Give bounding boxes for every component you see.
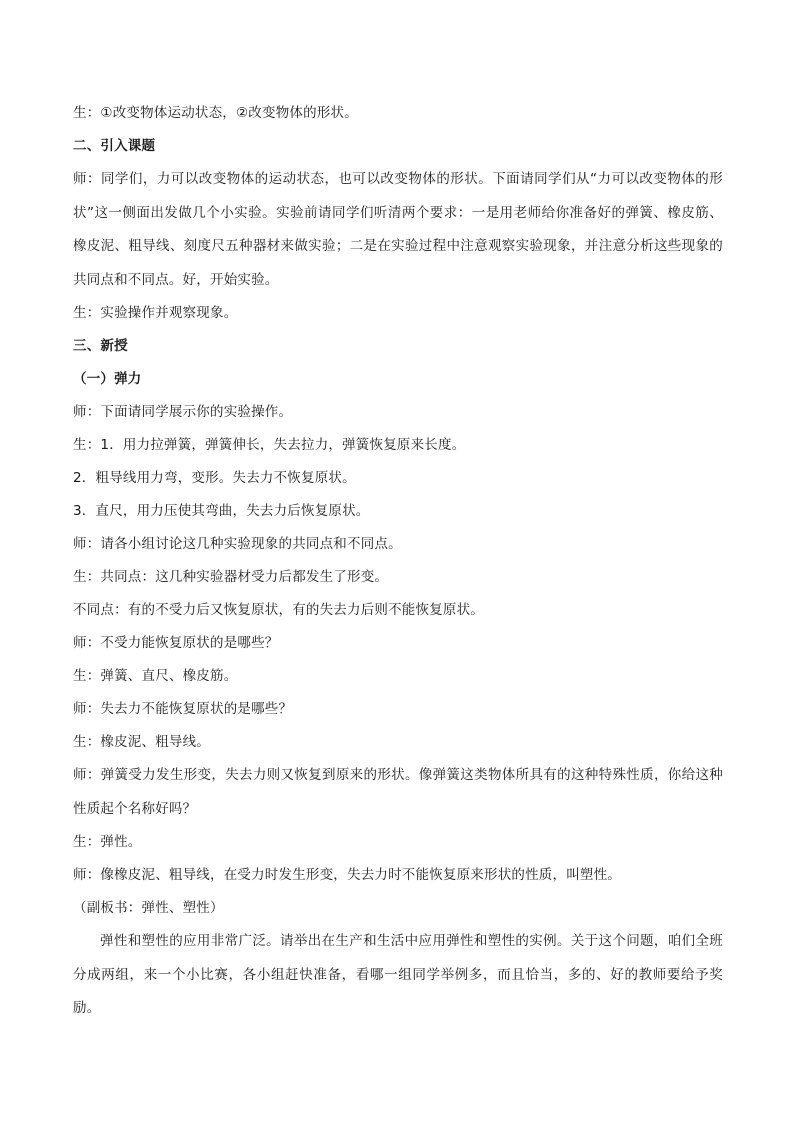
application-paragraph: 弹性和塑性的应用非常广泛。请举出在生产和生活中应用弹性和塑性的实例。关于这个问题，咱们全班分成两组，来一个小比赛，各小组赶快准备，看哪一组同学举例多，而且恰当，多的、好的教师要给予奖励。	[73, 933, 723, 1016]
student-line: 生：弹性。	[73, 834, 142, 850]
student-line: 生：橡皮泥、粗导线。	[73, 734, 210, 750]
teacher-plasticity-line: 师：像橡皮泥、粗导线，在受力时发生形变，失去力时不能恢复原来形状的性质，叫塑性。	[73, 867, 621, 883]
difference-line: 不同点：有的不受力后又恢复原状，有的失去力后则不能恢复原状。	[73, 602, 484, 618]
teacher-line: 师：下面请同学展示你的实验操作。	[73, 404, 293, 420]
section-heading-introduce-topic: 二、引入课题	[73, 138, 156, 154]
student-answer-line: 生：①改变物体运动状态，②改变物体的形状。	[73, 105, 358, 121]
student-line: 生：弹簧、直尺、橡皮筋。	[73, 668, 238, 684]
document-body	[73, 97, 723, 1026]
section-heading-new-lesson: 三、新授	[73, 338, 128, 354]
board-note: （副板书：弹性、塑性）	[73, 900, 224, 916]
student-step-3: 3．直尺，用力压使其弯曲，失去力后恢复原状。	[73, 503, 370, 519]
student-step-1: 生：1．用力拉弹簧，弹簧伸长，失去拉力，弹簧恢复原来长度。	[73, 437, 466, 453]
teacher-question: 师：不受力能恢复原状的是哪些？	[73, 635, 279, 651]
student-step-2: 2．粗导线用力弯，变形。失去力不恢复原状。	[73, 470, 356, 486]
teacher-line: 师：请各小组讨论这几种实验现象的共同点和不同点。	[73, 536, 402, 552]
teacher-elasticity-paragraph: 师：弹簧受力发生形变，失去力则又恢复到原来的形状。像弹簧这类物体所具有的这种特殊性质，你给这种性质起个名称好吗？	[73, 767, 723, 817]
teacher-intro-paragraph: 师：同学们，力可以改变物体的运动状态，也可以改变物体的形状。下面请同学们从“力可以改变物体的形状”这一侧面出发做几个小实验。实验前请同学们听清两个要求：一是用老师给你准备好的弹簧、橡皮筋、橡皮泥、粗导线、刻度尺五种器材来做实验；二是在实验过程中注意观察实验现象，并注意分析这些现象的共同点和不同点。好，开始实验。	[73, 171, 723, 288]
student-line: 生：共同点：这几种实验器材受力后都发生了形变。	[73, 569, 389, 585]
teacher-question: 师：失去力不能恢复原状的是哪些？	[73, 701, 293, 717]
student-experiment-line: 生：实验操作并观察现象。	[73, 305, 238, 321]
subsection-heading-elastic-force: （一）弹力	[73, 371, 142, 387]
